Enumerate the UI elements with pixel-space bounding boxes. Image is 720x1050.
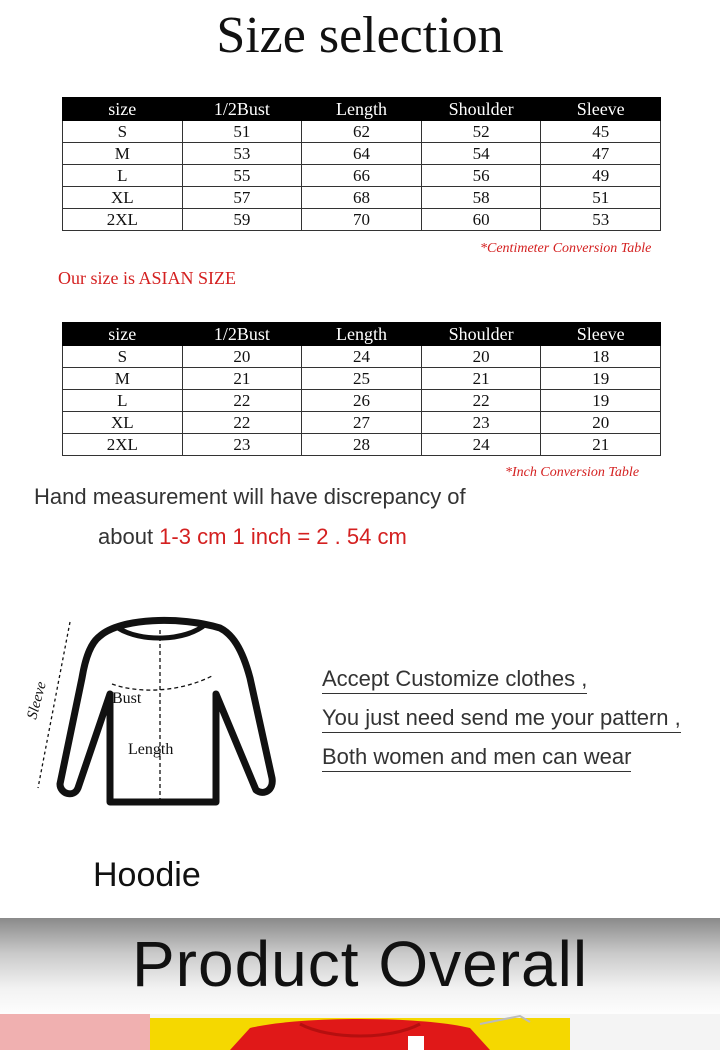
banner-title: Product Overall (131, 928, 589, 1000)
cell-sleeve: 21 (541, 434, 661, 456)
bust-measure-line (112, 676, 212, 690)
cell-size: L (63, 390, 183, 412)
header-size: size (63, 323, 183, 346)
cell-sleeve: 51 (541, 187, 661, 209)
header-size: size (63, 98, 183, 121)
cell-length: 64 (302, 143, 422, 165)
cell-bust: 21 (182, 368, 302, 390)
table-row (63, 368, 661, 390)
cell-length: 62 (302, 121, 422, 143)
table-header-row (63, 323, 661, 346)
asian-size-note: Our size is ASIAN SIZE (58, 268, 236, 288)
customize-line3: Both women and men can wear (322, 744, 631, 772)
cell-bust: 23 (182, 434, 302, 456)
product-photo-preview (0, 1014, 720, 1050)
cell-bust: 20 (182, 346, 302, 368)
table-header-row (63, 98, 661, 121)
cell-shoulder: 58 (421, 187, 541, 209)
cell-shoulder: 52 (421, 121, 541, 143)
cell-size: 2XL (63, 434, 183, 456)
table-row (63, 346, 661, 368)
garment-diagram (20, 608, 290, 818)
header-sleeve: Sleeve (541, 98, 661, 121)
cell-shoulder: 54 (421, 143, 541, 165)
cell-sleeve: 19 (541, 368, 661, 390)
product-type-label: Hoodie (93, 856, 201, 894)
cell-size: S (63, 346, 183, 368)
cell-length: 66 (302, 165, 422, 187)
table-row (63, 209, 661, 231)
cell-shoulder: 22 (421, 390, 541, 412)
centimeter-size-table (62, 97, 661, 231)
cell-size: M (63, 143, 183, 165)
header-bust: 1/2Bust (182, 98, 302, 121)
bust-label: Bust (112, 690, 142, 707)
cell-length: 28 (302, 434, 422, 456)
cell-bust: 22 (182, 412, 302, 434)
garment-outline (60, 620, 272, 802)
cell-shoulder: 20 (421, 346, 541, 368)
table-row (63, 121, 661, 143)
table-row (63, 390, 661, 412)
cell-shoulder: 56 (421, 165, 541, 187)
cell-bust: 55 (182, 165, 302, 187)
header-shoulder: Shoulder (421, 98, 541, 121)
cell-shoulder: 24 (421, 434, 541, 456)
table-row (63, 412, 661, 434)
header-bust: 1/2Bust (182, 323, 302, 346)
cell-bust: 57 (182, 187, 302, 209)
cell-length: 27 (302, 412, 422, 434)
page-title: Size selection (216, 7, 504, 64)
cell-size: L (63, 165, 183, 187)
length-label: Length (128, 741, 174, 758)
photo-left-edge (0, 1014, 150, 1050)
cell-size: M (63, 368, 183, 390)
cell-size: XL (63, 412, 183, 434)
table-row (63, 165, 661, 187)
cell-length: 70 (302, 209, 422, 231)
cell-length: 25 (302, 368, 422, 390)
cell-size: 2XL (63, 209, 183, 231)
measurement-note-line1: Hand measurement will have discrepancy of (34, 484, 466, 509)
cell-shoulder: 21 (421, 368, 541, 390)
cell-bust: 59 (182, 209, 302, 231)
measurement-prefix: about (98, 524, 160, 549)
cell-sleeve: 45 (541, 121, 661, 143)
header-length: Length (302, 323, 422, 346)
cell-length: 24 (302, 346, 422, 368)
cell-sleeve: 53 (541, 209, 661, 231)
measurement-note-line2 (98, 524, 407, 550)
cell-length: 26 (302, 390, 422, 412)
inch-table-note: *Inch Conversion Table (505, 465, 640, 480)
table-row (63, 187, 661, 209)
white-tag (408, 1036, 424, 1050)
header-sleeve: Sleeve (541, 323, 661, 346)
cell-length: 68 (302, 187, 422, 209)
customize-line2: You just need send me your pattern , (322, 705, 681, 733)
cell-size: XL (63, 187, 183, 209)
header-length: Length (302, 98, 422, 121)
centimeter-table-note: *Centimeter Conversion Table (480, 241, 652, 256)
header-shoulder: Shoulder (421, 323, 541, 346)
cell-bust: 51 (182, 121, 302, 143)
cell-sleeve: 47 (541, 143, 661, 165)
cell-size: S (63, 121, 183, 143)
cell-sleeve: 20 (541, 412, 661, 434)
cell-bust: 22 (182, 390, 302, 412)
cell-bust: 53 (182, 143, 302, 165)
measurement-conversion: 1-3 cm 1 inch = 2 . 54 cm (159, 524, 407, 549)
customize-line1: Accept Customize clothes , (322, 666, 587, 694)
table-row (63, 434, 661, 456)
cell-shoulder: 23 (421, 412, 541, 434)
cell-sleeve: 19 (541, 390, 661, 412)
sleeve-label: Sleeve (24, 679, 50, 722)
cell-sleeve: 18 (541, 346, 661, 368)
table-row (63, 143, 661, 165)
cell-sleeve: 49 (541, 165, 661, 187)
cell-shoulder: 60 (421, 209, 541, 231)
inch-size-table (62, 322, 661, 456)
